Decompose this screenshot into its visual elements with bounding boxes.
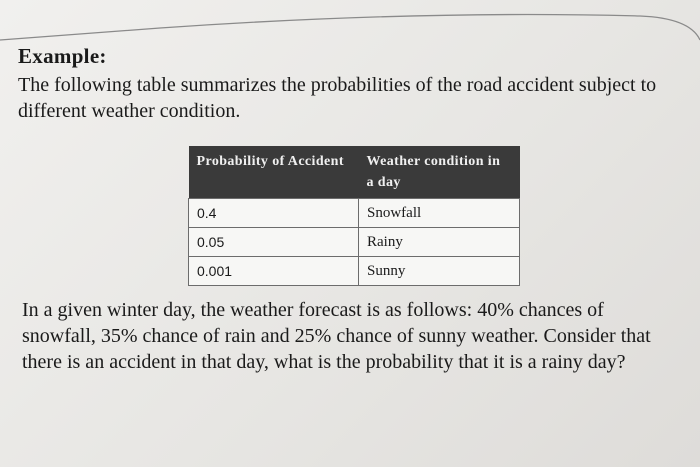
intro-paragraph: The following table summarizes the probabilities of the road accident subject to different weather condition. [18,74,657,122]
cell-probability: 0.4 [189,199,359,228]
example-heading: Example: [18,44,107,68]
table-header-row [189,146,520,199]
probability-table-container [188,146,520,286]
header-weather: Weather condition in a day [359,146,520,199]
table-row [189,199,520,228]
header-probability: Probability of Accident [189,146,359,199]
cell-probability: 0.001 [189,257,359,286]
probability-table [188,146,520,286]
cell-probability: 0.05 [189,228,359,257]
table-row [189,257,520,286]
table-row [189,228,520,257]
cell-weather: Rainy [359,228,520,257]
cell-weather: Sunny [359,257,520,286]
cell-weather: Snowfall [359,199,520,228]
question-paragraph: In a given winter day, the weather forecast is as follows: 40% chances of snowfall, 35% chance of rain and 25% chance of sunny weather. Consider that there is an accident in that day, what is the probability that it is a rainy day? [22,299,651,373]
